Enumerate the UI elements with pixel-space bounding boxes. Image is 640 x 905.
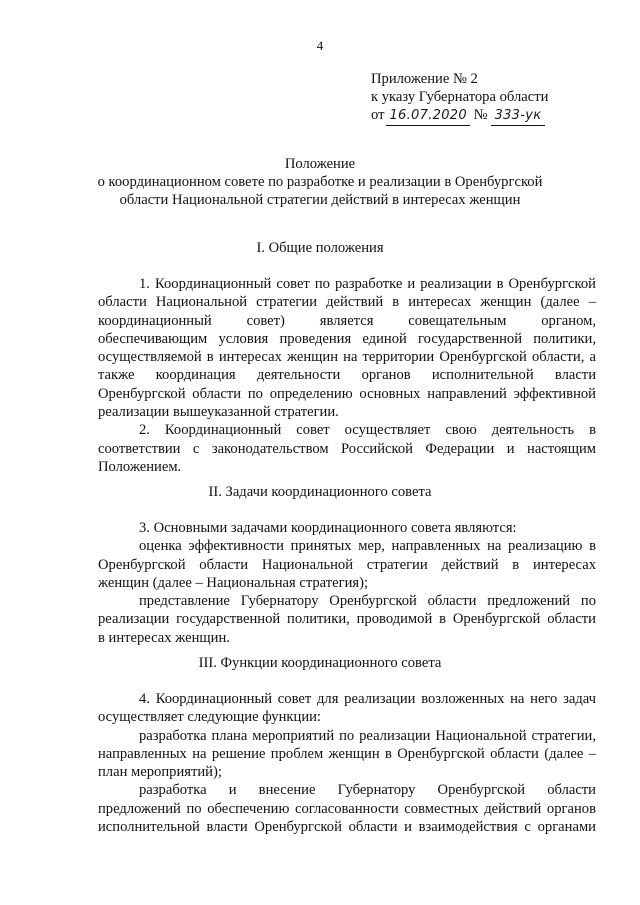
paragraph-2-line: Положением. xyxy=(98,458,182,475)
page-number: 4 xyxy=(316,38,324,53)
section-3-body xyxy=(98,690,596,836)
paragraph-5-line: в интересах женщин. xyxy=(98,629,230,646)
appendix-date-number xyxy=(371,106,548,126)
paragraph-5-line: представление Губернатору Оренбургской области предложений по xyxy=(139,593,596,610)
section-1-heading: I. Общие положения xyxy=(256,240,384,256)
paragraph-1-line: также координация деятельности органов исполнительной власти xyxy=(98,367,596,384)
paragraph-6-line: осуществляет следующие функции: xyxy=(98,709,321,726)
paragraph-2-line: 2. Координационный совет осуществляет свою деятельность в xyxy=(139,422,596,439)
paragraph-7-line: разработка плана мероприятий по реализации Национальной стратегии, xyxy=(139,727,596,744)
paragraph-1-line: координационный совет) является совещательным органом, xyxy=(98,312,596,329)
paragraph-6-line: 4. Координационный совет для реализации возложенных на него задач xyxy=(139,691,596,707)
section-2-heading: II. Задачи координационного совета xyxy=(208,484,432,500)
paragraph-1-line: обеспечивающим условия проведения единой государственной политики, xyxy=(98,330,596,347)
paragraph-7-line: план мероприятий); xyxy=(98,764,222,781)
paragraph-2-line: соответствии с законодательством Российской Федерации и настоящим xyxy=(98,440,596,457)
appendix-decree-ref: к указу Губернатора области xyxy=(371,89,549,105)
paragraph-1-line: области Национальной стратегии действий в интересах женщин (далее – xyxy=(98,294,596,311)
handwritten-number: 333-ук xyxy=(491,107,546,126)
paragraph-8-line: исполнительной власти Оренбургской области и взаимодействия с органами xyxy=(98,819,596,836)
paragraph-5-line: реализации государственной политики, проводимой в Оренбургской области xyxy=(98,611,596,628)
paragraph-1-line: осуществляемой в интересах женщин на территории Оренбургской области, а xyxy=(98,349,596,366)
paragraph-4-line: женщин (далее – Национальная стратегия); xyxy=(98,574,369,591)
title-line-1: Положение xyxy=(284,156,356,172)
section-3-heading: III. Функции координационного совета xyxy=(198,655,442,671)
paragraph-3-line: 3. Основными задачами координационного совета являются: xyxy=(139,520,517,536)
section-1-body xyxy=(98,275,596,476)
from-label: от xyxy=(371,107,385,123)
handwritten-date: 16.07.2020 xyxy=(386,107,469,126)
title-line-3: области Национальной стратегии действий в интересах женщин xyxy=(119,192,521,208)
paragraph-8-line: разработка и внесение Губернатору Оренбургской области xyxy=(139,782,596,799)
paragraph-4-line: Оренбургской области Национальной стратегии действий в интересах xyxy=(98,556,596,573)
paragraph-7-line: направленных на решение проблем женщин в Оренбургской области (далее – xyxy=(98,745,596,762)
paragraph-1-line: 1. Координационный совет по разработке и реализации в Оренбургской xyxy=(139,276,596,292)
paragraph-1-line: реализации вышеуказанной стратегии. xyxy=(98,404,339,421)
number-label: № xyxy=(473,107,488,123)
appendix-block xyxy=(371,70,548,126)
paragraph-8-line: предложений по обеспечению согласованности совместных действий органов xyxy=(98,800,596,817)
title-line-2: о координационном совете по разработке и реализации в Оренбургской xyxy=(97,174,543,190)
paragraph-4-line: оценка эффективности принятых мер, направленных на реализацию в xyxy=(139,538,596,555)
document-title xyxy=(0,155,640,209)
appendix-title: Приложение № 2 xyxy=(371,71,478,87)
paragraph-1-line: Оренбургской области по определению основных направлений эффективной xyxy=(98,385,596,402)
section-2-body xyxy=(98,519,596,647)
